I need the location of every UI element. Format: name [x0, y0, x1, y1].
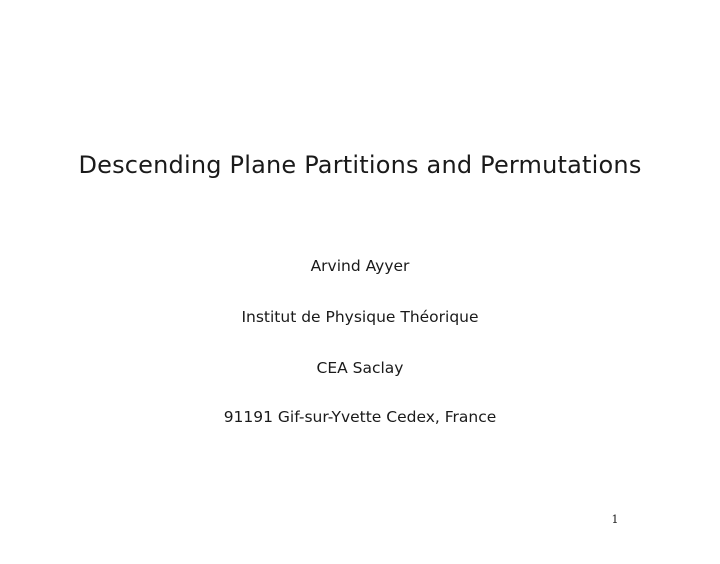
author-name: Arvind Ayyer	[310, 257, 410, 275]
slide-title: Descending Plane Partitions and Permutations	[78, 151, 642, 179]
page-number: 1	[611, 513, 619, 526]
postal-address: 91191 Gif-sur-Yvette Cedex, France	[223, 408, 497, 426]
laboratory-name: CEA Saclay	[316, 359, 404, 377]
institution-name: Institut de Physique Théorique	[241, 308, 479, 326]
